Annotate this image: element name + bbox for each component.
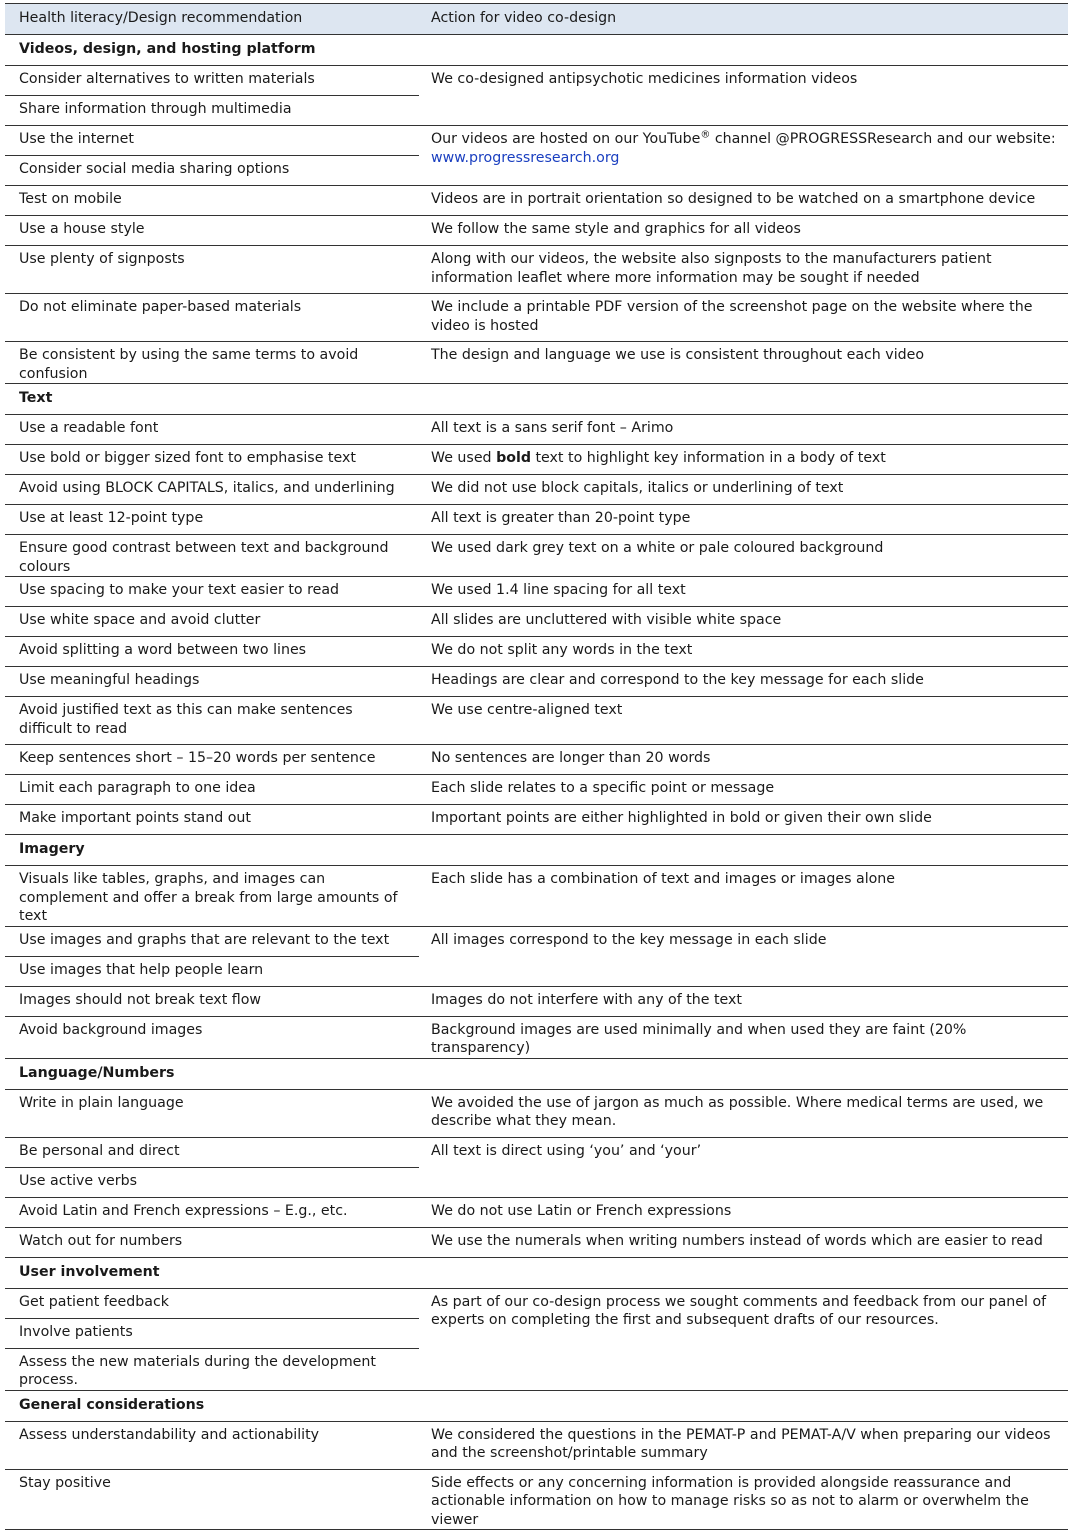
table-row: [5, 216, 1068, 246]
website-link[interactable]: www.progressresearch.org: [431, 149, 620, 166]
action-cell: We follow the same style and graphics for all videos: [419, 216, 1068, 246]
section-title: User involvement: [5, 1257, 1068, 1288]
action-cell: We did not use block capitals, italics or underlining of text: [419, 475, 1068, 505]
section-title: Videos, design, and hosting platform: [5, 35, 1068, 66]
recommendation-cell: Keep sentences short – 15–20 words per sentence: [5, 745, 419, 775]
action-cell: [419, 126, 1068, 186]
recommendation-cell: Do not eliminate paper-based materials: [5, 294, 419, 342]
recommendation-cell: Consider social media sharing options: [5, 156, 419, 186]
table-row: [5, 577, 1068, 607]
table-row: [5, 535, 1068, 577]
section-title: Text: [5, 384, 1068, 415]
recommendation-cell: Limit each paragraph to one idea: [5, 775, 419, 805]
table-row: [5, 342, 1068, 384]
table-body: [5, 35, 1068, 1530]
table-row: [5, 697, 1068, 745]
action-cell: All text is a sans serif font – Arimo: [419, 415, 1068, 445]
table-row: [5, 1288, 1068, 1318]
recommendation-cell: Visuals like tables, graphs, and images can complement and offer a break from large amounts of text: [5, 866, 419, 927]
recommendation-cell: Use meaningful headings: [5, 667, 419, 697]
recommendation-cell: Avoid using BLOCK CAPITALS, italics, and underlining: [5, 475, 419, 505]
action-cell: Headings are clear and correspond to the key message for each slide: [419, 667, 1068, 697]
section-header-row: [5, 35, 1068, 66]
table-row: [5, 475, 1068, 505]
table-row: [5, 1421, 1068, 1469]
action-cell: We do not use Latin or French expressions: [419, 1197, 1068, 1227]
table-row: [5, 1469, 1068, 1530]
table-row: [5, 1197, 1068, 1227]
table-row: [5, 607, 1068, 637]
recommendation-cell: Avoid justified text as this can make sentences difficult to read: [5, 697, 419, 745]
recommendation-cell: Avoid background images: [5, 1016, 419, 1058]
table-row: [5, 126, 1068, 156]
recommendation-cell: Use active verbs: [5, 1167, 419, 1197]
recommendation-cell: Use at least 12-point type: [5, 505, 419, 535]
action-cell: We use the numerals when writing numbers instead of words which are easier to read: [419, 1227, 1068, 1257]
recommendation-cell: Consider alternatives to written materials: [5, 66, 419, 96]
table-row: [5, 926, 1068, 956]
recommendation-cell: Avoid splitting a word between two lines: [5, 637, 419, 667]
table-row: [5, 415, 1068, 445]
action-cell: As part of our co-design process we sought comments and feedback from our panel of experts on completing the first and subsequent drafts of our resources.: [419, 1288, 1068, 1390]
table-row: [5, 66, 1068, 96]
recommendation-cell: Make important points stand out: [5, 805, 419, 835]
section-title: Language/Numbers: [5, 1058, 1068, 1089]
table-row: [5, 866, 1068, 927]
recommendation-cell: Use bold or bigger sized font to emphasise text: [5, 445, 419, 475]
recommendation-cell: Use a house style: [5, 216, 419, 246]
recommendation-cell: Use images and graphs that are relevant to the text: [5, 926, 419, 956]
recommendation-cell: Avoid Latin and French expressions – E.g., etc.: [5, 1197, 419, 1227]
action-bold-text: bold: [496, 450, 531, 466]
design-recommendations-table: [5, 3, 1068, 1530]
action-cell: All text is greater than 20-point type: [419, 505, 1068, 535]
registered-mark: ®: [700, 129, 711, 141]
recommendation-cell: Watch out for numbers: [5, 1227, 419, 1257]
recommendation-cell: Be consistent by using the same terms to avoid confusion: [5, 342, 419, 384]
action-cell: We use centre-aligned text: [419, 697, 1068, 745]
header-action: Action for video co-design: [419, 4, 1068, 35]
table-row: [5, 445, 1068, 475]
table-row: [5, 986, 1068, 1016]
recommendation-cell: Images should not break text flow: [5, 986, 419, 1016]
recommendation-cell: Be personal and direct: [5, 1137, 419, 1167]
table-row: [5, 775, 1068, 805]
action-cell: Each slide relates to a specific point or message: [419, 775, 1068, 805]
recommendation-cell: Use plenty of signposts: [5, 246, 419, 294]
table-row: [5, 745, 1068, 775]
section-header-row: [5, 1257, 1068, 1288]
recommendation-cell: Write in plain language: [5, 1089, 419, 1137]
recommendation-cell: Involve patients: [5, 1318, 419, 1348]
action-cell: We co-designed antipsychotic medicines information videos: [419, 66, 1068, 126]
action-cell: Along with our videos, the website also signposts to the manufacturers patient information leaflet where more information may be sought if needed: [419, 246, 1068, 294]
action-cell: Important points are either highlighted in bold or given their own slide: [419, 805, 1068, 835]
action-cell: [419, 445, 1068, 475]
action-cell: We considered the questions in the PEMAT-P and PEMAT-A/V when preparing our videos and the screenshot/printable summary: [419, 1421, 1068, 1469]
table-row: [5, 246, 1068, 294]
table-row: [5, 186, 1068, 216]
action-text: We used: [431, 450, 497, 466]
action-cell: Each slide has a combination of text and images or images alone: [419, 866, 1068, 927]
section-title: General considerations: [5, 1390, 1068, 1421]
action-cell: No sentences are longer than 20 words: [419, 745, 1068, 775]
table-row: [5, 805, 1068, 835]
recommendation-cell: Use spacing to make your text easier to read: [5, 577, 419, 607]
action-text: Our videos are hosted on our YouTube: [431, 131, 701, 147]
table-row: [5, 1016, 1068, 1058]
section-header-row: [5, 1058, 1068, 1089]
recommendation-cell: Assess understandability and actionability: [5, 1421, 419, 1469]
table-row: [5, 1227, 1068, 1257]
action-cell: We include a printable PDF version of the screenshot page on the website where the video is hosted: [419, 294, 1068, 342]
action-cell: Images do not interfere with any of the text: [419, 986, 1068, 1016]
table-row: [5, 1137, 1068, 1167]
table-row: [5, 667, 1068, 697]
header-recommendation: Health literacy/Design recommendation: [5, 4, 419, 35]
recommendation-cell: Use images that help people learn: [5, 956, 419, 986]
recommendation-cell: Get patient feedback: [5, 1288, 419, 1318]
section-title: Imagery: [5, 835, 1068, 866]
table-header-row: [5, 4, 1068, 35]
action-cell: All text is direct using ‘you’ and ‘your’: [419, 1137, 1068, 1197]
action-cell: We do not split any words in the text: [419, 637, 1068, 667]
action-cell: We used 1.4 line spacing for all text: [419, 577, 1068, 607]
recommendation-cell: Assess the new materials during the development process.: [5, 1348, 419, 1390]
table-row: [5, 294, 1068, 342]
section-header-row: [5, 384, 1068, 415]
table-row: [5, 637, 1068, 667]
recommendation-cell: Stay positive: [5, 1469, 419, 1530]
action-cell: Videos are in portrait orientation so designed to be watched on a smartphone device: [419, 186, 1068, 216]
action-cell: The design and language we use is consistent throughout each video: [419, 342, 1068, 384]
action-cell: All slides are uncluttered with visible white space: [419, 607, 1068, 637]
recommendation-cell: Ensure good contrast between text and background colours: [5, 535, 419, 577]
recommendation-cell: Share information through multimedia: [5, 96, 419, 126]
action-cell: Background images are used minimally and when used they are faint (20% transparency): [419, 1016, 1068, 1058]
section-header-row: [5, 1390, 1068, 1421]
action-cell: We used dark grey text on a white or pale coloured background: [419, 535, 1068, 577]
action-text: channel @PROGRESSResearch and our website:: [710, 131, 1056, 147]
table-row: [5, 1089, 1068, 1137]
recommendation-cell: Use white space and avoid clutter: [5, 607, 419, 637]
table-row: [5, 505, 1068, 535]
recommendation-cell: Use a readable font: [5, 415, 419, 445]
section-header-row: [5, 835, 1068, 866]
action-text: text to highlight key information in a body of text: [530, 450, 886, 466]
recommendation-cell: Use the internet: [5, 126, 419, 156]
action-cell: All images correspond to the key message in each slide: [419, 926, 1068, 986]
recommendation-cell: Test on mobile: [5, 186, 419, 216]
action-cell: We avoided the use of jargon as much as possible. Where medical terms are used, we describe what they mean.: [419, 1089, 1068, 1137]
action-cell: Side effects or any concerning information is provided alongside reassurance and actionable information on how to manage risks so as not to alarm or overwhelm the viewer: [419, 1469, 1068, 1530]
